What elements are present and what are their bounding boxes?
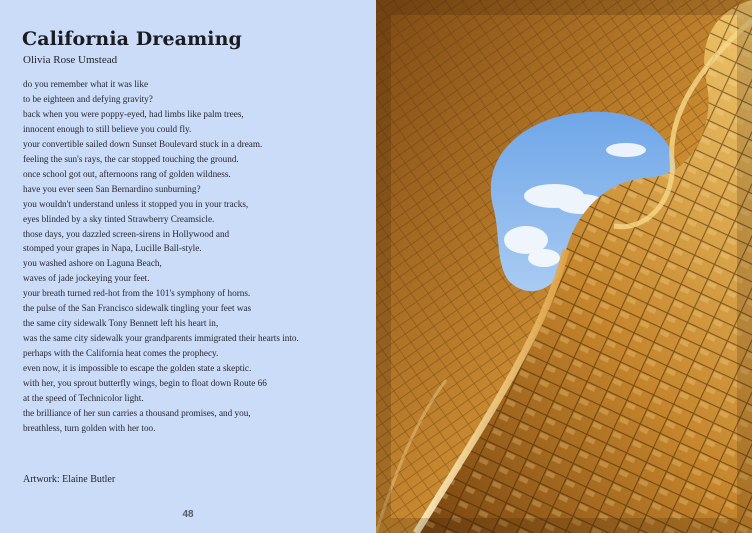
- poem-line: the brilliance of her sun carries a thousand promises, and you,: [23, 407, 251, 418]
- poem-line: do you remember what it was like: [23, 79, 149, 89]
- poem-line: you washed ashore on Laguna Beach,: [23, 258, 162, 269]
- poem-body: [23, 77, 362, 436]
- poem-line: innocent enough to still believe you could fly.: [23, 123, 192, 134]
- poem-line: those days, you dazzled screen-sirens in Hollywood and: [23, 228, 230, 239]
- poem-line: to be eighteen and defying gravity?: [23, 93, 153, 104]
- poem-title: California Dreaming: [22, 28, 242, 50]
- poem-line: waves of jade jockeying your feet.: [23, 273, 150, 284]
- poem-line: at the speed of Technicolor light.: [23, 393, 144, 404]
- poem-line: was the same city sidewalk your grandparents immigrated their hearts into.: [23, 333, 299, 344]
- poem-line: breathless, turn golden with her too.: [23, 422, 156, 433]
- poem-author: Olivia Rose Umstead: [23, 54, 118, 66]
- poem-line: have you ever seen San Bernardino sunburning?: [23, 183, 201, 194]
- poem-line: feeling the sun's rays, the car stopped touching the ground.: [23, 153, 239, 164]
- poem-line: your breath turned red-hot from the 101's symphony of horns.: [23, 288, 251, 299]
- poem-line: the same city sidewalk Tony Bennett left his heart in,: [23, 318, 219, 329]
- poem-line: back when you were poppy-eyed, had limbs like palm trees,: [23, 108, 244, 119]
- poem-line: stomped your grapes in Napa, Lucille Ball-style.: [23, 243, 202, 254]
- poem-line: your convertible sailed down Sunset Boulevard stuck in a dream.: [23, 138, 263, 149]
- poem-line: eyes blinded by a sky tinted Strawberry Creamsicle.: [23, 213, 215, 224]
- artwork-page: [376, 0, 752, 533]
- poem-line: even now, it is impossible to escape the golden state a skeptic.: [23, 363, 252, 374]
- page-number: 48: [182, 509, 194, 520]
- poem-line: with her, you sprout butterfly wings, begin to float down Route 66: [23, 378, 267, 389]
- poem-line: you wouldn't understand unless it stopped you in your tracks,: [23, 198, 249, 209]
- artwork-credit: Artwork: Elaine Butler: [23, 474, 116, 485]
- poem-line: the pulse of the San Francisco sidewalk tingling your feet was: [23, 303, 252, 314]
- artwork-image: [376, 0, 752, 533]
- poem-line: once school got out, afternoons rang of golden wildness.: [23, 168, 231, 179]
- poem-line: perhaps with the California heat comes the prophecy.: [23, 348, 219, 359]
